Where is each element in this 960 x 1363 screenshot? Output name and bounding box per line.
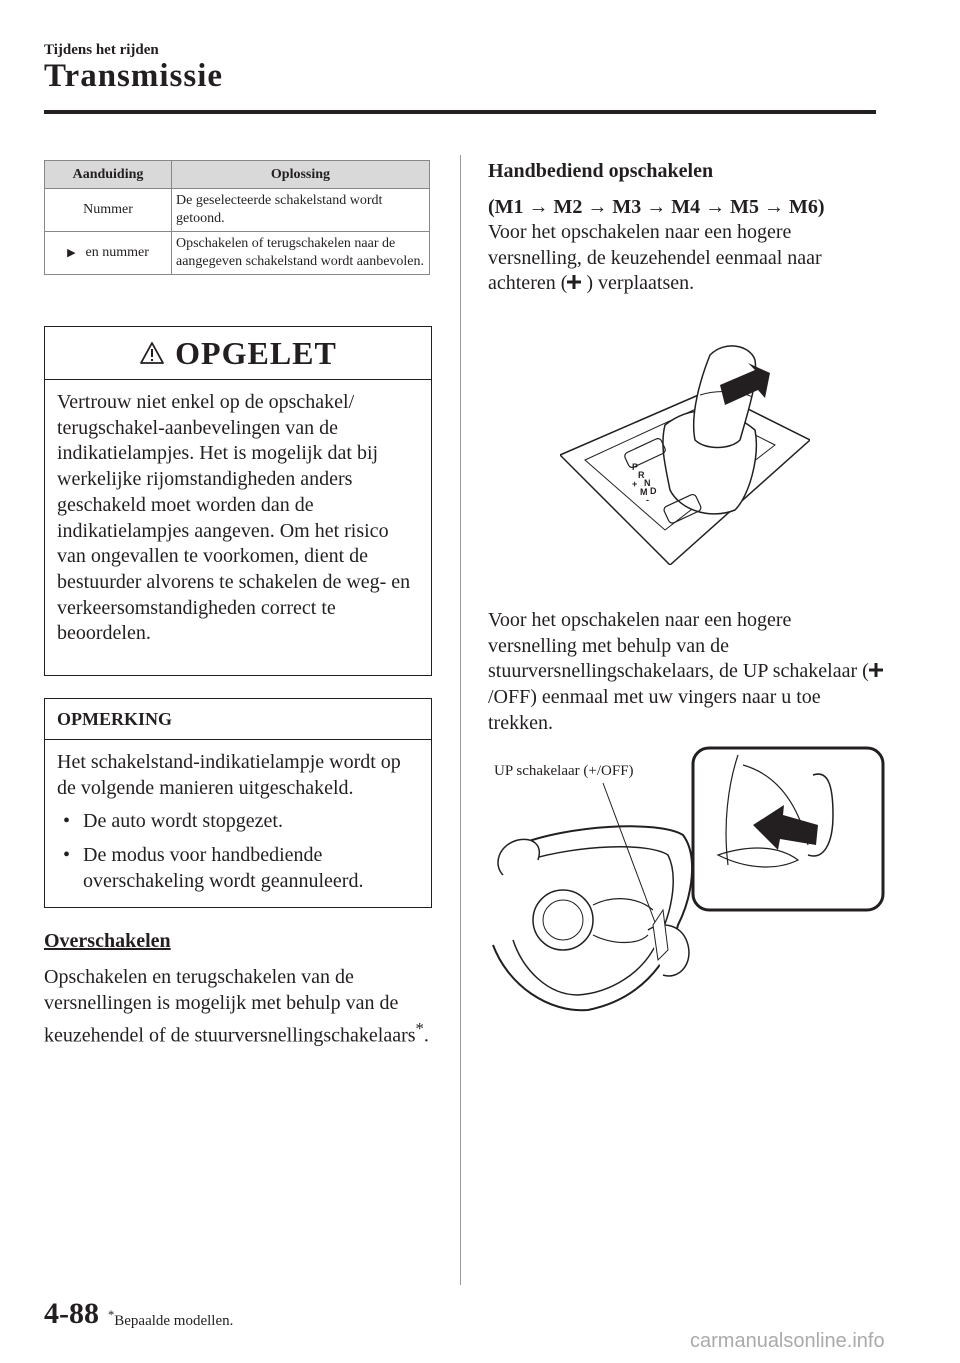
footnote-text: Bepaalde modellen.	[114, 1313, 234, 1329]
handbediend-paragraph-1	[488, 220, 883, 297]
warning-box	[44, 326, 432, 676]
gear-sequence: (M1 → M2 → M3 → M4 → M5 → M6)	[488, 196, 825, 218]
footnote	[108, 1308, 233, 1330]
table-row	[45, 232, 430, 275]
note-bullet-list	[57, 809, 419, 894]
list-item: • De modus voor handbediende overschakeling wordt geannuleerd.	[57, 843, 419, 894]
footnote-mark: *	[108, 1308, 115, 1322]
para1-text-a: Voor het opschakelen naar een hogere versnelling, de keuzehendel eenmaal naar achteren (	[488, 221, 822, 295]
handbediend-paragraph-2	[488, 608, 883, 737]
para2-text-a: Voor het opschakelen naar een hogere versnelling met behulp van de stuurversnellingschakelaars, de UP schakelaar (	[488, 609, 869, 683]
table-row	[45, 189, 430, 232]
para2-text-b: /OFF) eenmaal met uw vingers naar u toe trekken.	[488, 686, 821, 734]
lever-label: M	[640, 487, 648, 497]
steering-wheel-illustration	[488, 745, 888, 1020]
column-divider	[460, 155, 461, 1285]
lever-label: D	[650, 486, 657, 496]
list-item: • De auto wordt stopgezet.	[57, 809, 419, 835]
section-label: Tijdens het rijden	[44, 42, 159, 58]
warning-text: Vertrouw niet enkel op de opschakel/ terugschakel-aanbevelingen van de indikatielampjes. Het is mogelijk dat bij werkelijke rijomstandigheden anders geschakeld moet worden dan de indikatielampjes aangeven. Om het risico van ongevallen te voorkomen, dient de bestuurder alvorens te schakelen de weg- en verkeersomstandigheden correct te beoordelen.	[57, 391, 411, 645]
page-title: Transmissie	[44, 58, 224, 94]
overschakelen-paragraph	[44, 965, 444, 1050]
handbediend-heading: Handbediend opschakelen	[488, 160, 714, 182]
table-cell-indication-text: en nummer	[85, 245, 149, 260]
warning-heading: OPGELET	[175, 334, 337, 371]
overschakelen-text: Opschakelen en terugschakelen van de versnellingen is mogelijk met behulp van de keuzehendel of de stuurversnellingschakelaars	[44, 966, 416, 1048]
table-cell-indication	[45, 232, 172, 275]
note-text: Het schakelstand-indikatielampje wordt op de volgende manieren uitgeschakeld.	[57, 751, 401, 799]
note-heading: OPMERKING	[45, 699, 431, 740]
table-cell-solution: De geselecteerde schakelstand wordt getoond.	[172, 189, 430, 232]
note-body	[45, 740, 431, 913]
title-rule	[44, 110, 876, 114]
table-header-row	[45, 161, 430, 189]
lever-label: +	[632, 479, 638, 489]
overschakelen-period: .	[423, 1025, 429, 1048]
table-cell-indication: Nummer	[45, 189, 172, 232]
plus-icon	[567, 275, 581, 289]
triangle-right-icon: ▶	[67, 247, 76, 259]
overschakelen-heading: Overschakelen	[44, 930, 171, 952]
footnote-mark: *	[415, 1019, 424, 1039]
warning-header	[45, 327, 431, 380]
table-header-solution: Oplossing	[172, 161, 430, 189]
lever-label: N	[644, 478, 651, 488]
page-number: 4-88	[44, 1297, 99, 1330]
lever-label: P	[632, 462, 639, 472]
note-box	[44, 698, 432, 908]
indication-table	[44, 160, 430, 275]
table-cell-solution: Opschakelen of terugschakelen naar de aangegeven schakelstand wordt aanbevolen.	[172, 232, 430, 275]
gear-lever-illustration	[560, 335, 810, 565]
table-header-indication: Aanduiding	[45, 161, 172, 189]
para1-text-b: ) verplaatsen.	[581, 272, 695, 295]
plus-icon	[869, 663, 883, 677]
up-switch-callout: UP schakelaar (+/OFF)	[494, 763, 634, 779]
watermark: carmanualsonline.info	[690, 1330, 885, 1352]
lever-label: -	[646, 495, 649, 505]
lever-label: R	[638, 470, 645, 480]
warning-triangle-icon	[139, 341, 165, 365]
